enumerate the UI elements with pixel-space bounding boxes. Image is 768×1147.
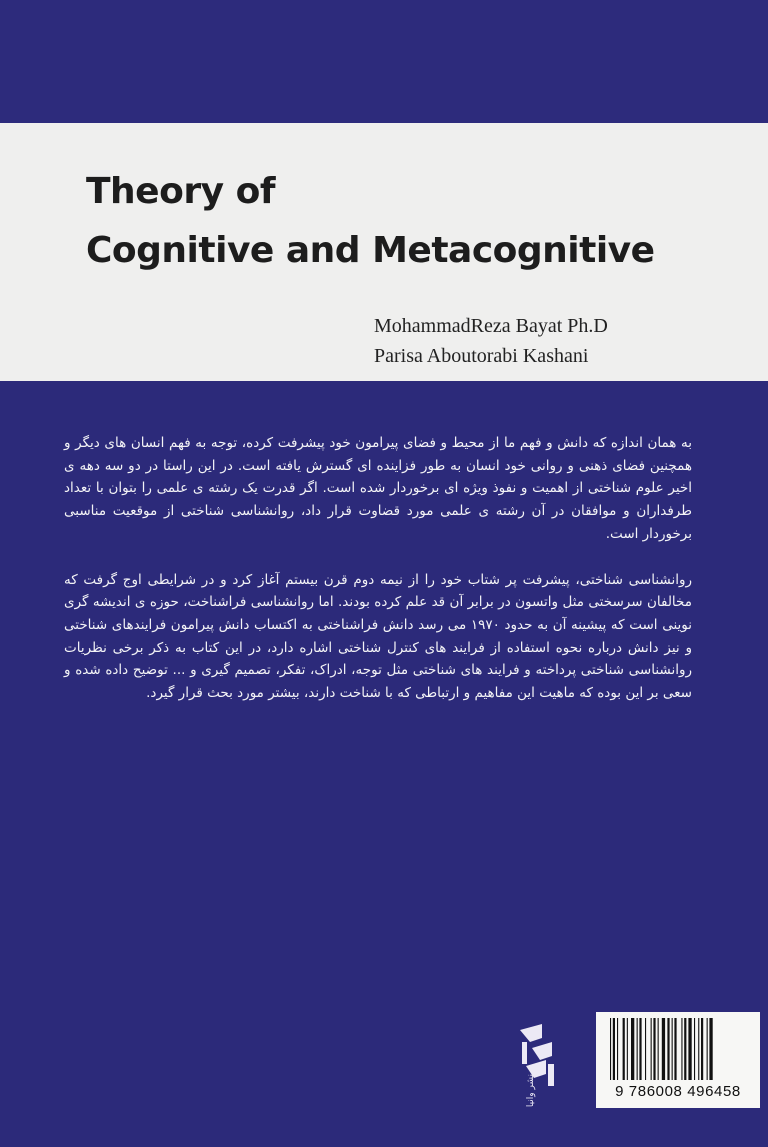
author-2: Parisa Aboutorabi Kashani	[374, 345, 589, 367]
cover-top-band	[0, 0, 768, 123]
blurb-paragraph-2: روانشناسی شناختی، پیشرفت پر شتاب خود را از نیمه دوم قرن بیستم آغاز کرد و در شرایطی اوج گرفت که مخالفان سرسختی مثل واتسون در برابر آن قد علم کرده بودند. اما روانشناسی فراشناخت، حوزه ی اندیشه گری نوینی است که پیشینه آن به حدود ۱۹۷۰ می رسد دانش فراشناختی به اکتساب دانش پیرامون فرایندهای شناختی و نیز دانش درباره نحوه استفاده از فرایند های کنترل شناختی اشاره دارد، در این کتاب به ذکر برخی نظریات روانشناسی شناختی پرداخته و فرایند های شناختی مثل توجه، ادراک، تفکر، تصمیم گیری و ... توضیح داده شده و سعی بر این بوده که ماهیت این مفاهیم و ارتباطی که با شناخت دارند، بیشتر مورد بحث قرار گیرد.	[64, 571, 693, 702]
blurb-paragraph-1: به همان اندازه که دانش و فهم ما از محیط و فضای پیرامون خود پیشرفت کرده، توجه به فهم انسان های دیگر و همچنین فضای ذهنی و روانی خود انسان به طور فزاینده ای گسترش یافته است. در این راستا در دو سه دهه ی اخیر علوم شناختی از اهمیت و نفوذ ویژه ای برخوردار شده است. اگر قدرت یک رشته ی علمی را بتوان با تعداد طرفداران و موافقان در آن رشته ی علمی مورد قضاوت قرار داد، روانشناسی شناختی از موقعیت مناسبی برخوردار است.	[64, 435, 692, 542]
publisher-logo-icon	[512, 1022, 564, 1112]
barcode-bars	[610, 1018, 746, 1082]
isbn-number: 9 786008 496458	[615, 1083, 741, 1100]
barcode	[596, 1012, 760, 1108]
blurb-text	[64, 432, 692, 728]
book-title-line-1: Theory of	[86, 171, 275, 212]
title-band	[0, 123, 768, 381]
book-title-line-2: Cognitive and Metacognitive	[86, 230, 655, 271]
author-1: MohammadReza Bayat Ph.D	[374, 315, 608, 337]
publisher-name: نشر وانیا	[526, 1074, 536, 1108]
